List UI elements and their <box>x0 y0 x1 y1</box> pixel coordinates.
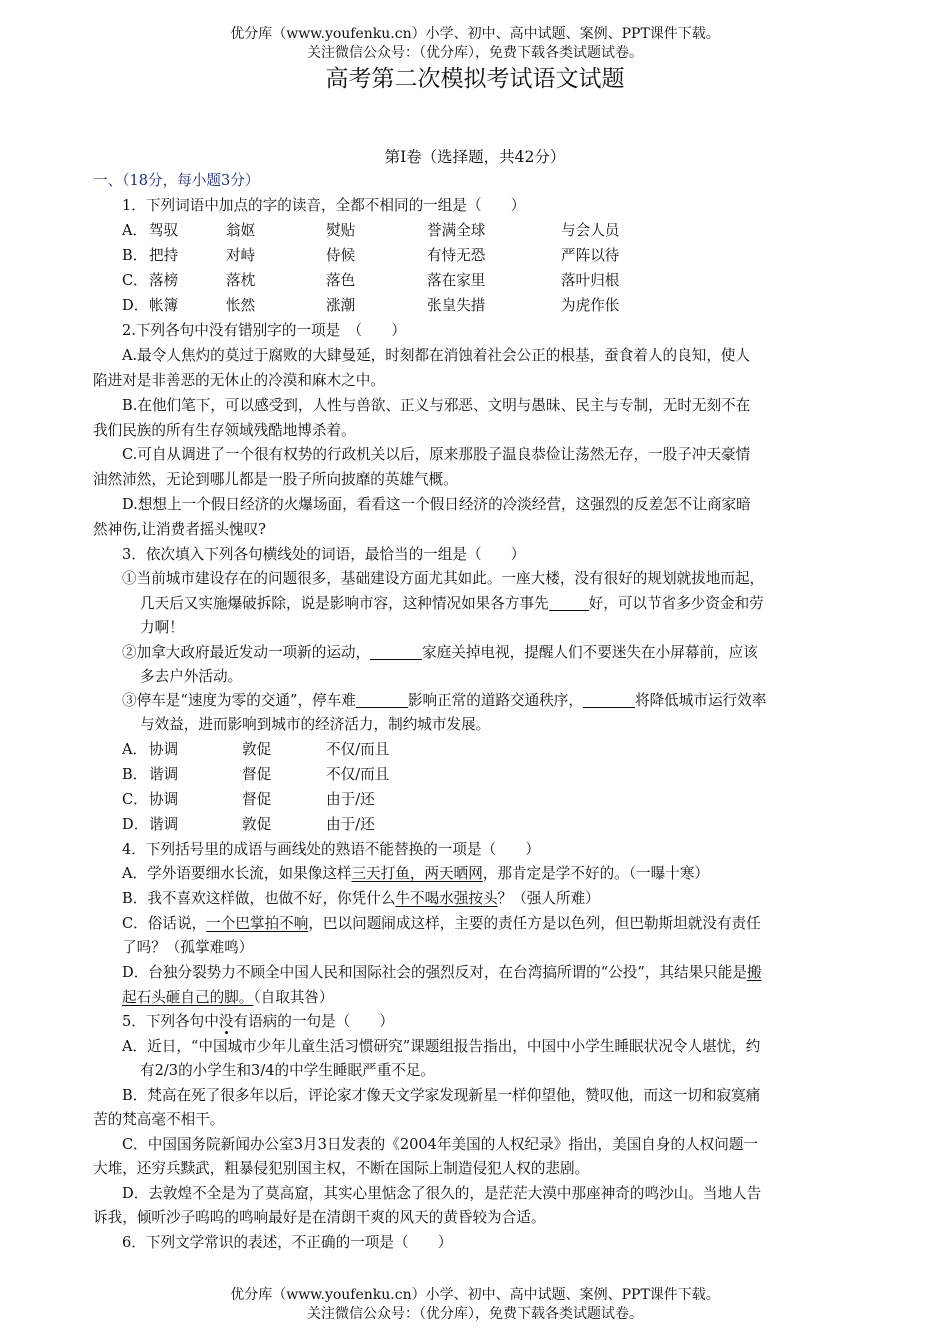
q1-option-b <box>0 245 950 267</box>
text: 5．下列各句中 <box>122 1013 219 1030</box>
text: A．学外语要细水长流，如果像这样 <box>122 865 352 882</box>
fill-blank <box>370 643 422 660</box>
underlined-idiom: 三天打鱼，两天晒网 <box>351 865 483 882</box>
q2-option-d-line2: 然神伤,让消费者摇头愧叹? <box>93 521 266 538</box>
q5-option-c-line1: C．中国国务院新闻办公室3月3日发表的《2004年美国的人权纪录》指出，美国自身的人权问题一 <box>122 1136 759 1153</box>
q5-option-b-line1: B．梵高在死了很多年以后，评论家才像天文学家发现新星一样仰望他，赞叹他，而这一切和寂寞痛 <box>122 1087 761 1104</box>
word-1: 把持 <box>149 247 179 264</box>
text: 几天后又实施爆破拆除，说是影响市容，这种情况如果各方事先 <box>140 595 549 612</box>
footer-line-2: 关注微信公众号：（优分库），免费下载各类试题试卷。 <box>307 1306 643 1322</box>
text: ，那肯定是学不好的。（一曝十寒） <box>482 865 710 882</box>
word-1: 驾驭 <box>149 222 179 239</box>
option-label: B． <box>122 247 148 264</box>
q4-option-a <box>122 863 709 885</box>
text: ②加拿大政府最近发动一项新的运动， <box>122 644 371 661</box>
text: 将降低城市运行效率 <box>634 692 767 709</box>
word-1: 谐调 <box>149 766 179 783</box>
option-label: D． <box>122 816 149 833</box>
word-2: 落枕 <box>226 272 256 289</box>
word-3: 不仅/而且 <box>326 741 390 758</box>
q4-option-d-line2 <box>122 987 334 1009</box>
q2-stem: 2.下列各句中没有错别字的一项是 （ ） <box>122 322 406 339</box>
word-5: 与会人员 <box>561 222 620 239</box>
word-3: 涨潮 <box>326 297 356 314</box>
option-label: C． <box>122 272 148 289</box>
q3-sentence-2-line1 <box>122 642 758 664</box>
fill-blank <box>583 691 635 708</box>
q4-option-c-line1 <box>122 913 761 935</box>
q1-option-d <box>0 295 950 317</box>
header-line-1: 优分库（www.youfenku.cn）小学、初中、高中试题、案例、PPT课件下载。 <box>230 26 720 42</box>
word-1: 帐簿 <box>149 297 179 314</box>
q1-option-a <box>0 220 950 242</box>
underlined-idiom: 牛不喝水强按头 <box>395 890 498 907</box>
text: ？（强人所难） <box>497 890 600 907</box>
q3-sentence-3-line2: 与效益，进而影响到城市的经济活力，制约城市发展。 <box>140 716 491 733</box>
q3-stem: 3．依次填入下列各句横线处的词语，最恰当的一组是（ ） <box>122 546 526 563</box>
word-4: 落在家里 <box>427 272 486 289</box>
dotted-character: 没 <box>218 1013 234 1030</box>
option-label: C． <box>122 791 148 808</box>
word-2: 怅然 <box>226 297 256 314</box>
text: 家庭关掉电视，提醒人们不要迷失在小屏幕前，应该 <box>422 644 758 661</box>
word-1: 协调 <box>149 791 179 808</box>
q3-option-b <box>0 764 950 786</box>
text: B．我不喜欢这样做，也做不好，你凭什么 <box>122 890 396 907</box>
word-3: 由于/还 <box>326 816 375 833</box>
option-label: A． <box>122 741 148 758</box>
q4-option-d-line1 <box>122 962 762 984</box>
q4-option-b <box>122 888 600 910</box>
q2-option-d-line1: D.想想上一个假日经济的火爆场面，看看这一个假日经济的冷淡经营，这强烈的反差怎不让商家暗 <box>122 496 751 513</box>
q3-sentence-1-line3: 力啊！ <box>140 619 184 636</box>
q2-option-b-line1: B.在他们笔下，可以感受到，人性与兽欲、正义与邪恶、文明与愚昧、民主与专制，无时无刻不在 <box>122 397 751 414</box>
option-label: D． <box>122 297 149 314</box>
word-2: 督促 <box>242 791 272 808</box>
q3-option-c <box>0 789 950 811</box>
q2-option-c-line2: 油然沛然，无论到哪儿都是一股子所向披靡的英雄气概。 <box>93 471 458 488</box>
text: C．俗话说， <box>122 915 207 932</box>
word-5: 落叶归根 <box>561 272 620 289</box>
underlined-idiom: 起石头砸自己的脚。 <box>122 989 254 1006</box>
option-label: A． <box>122 222 148 239</box>
word-4: 有恃无恐 <box>427 247 486 264</box>
text: D．台独分裂势力不顾全中国人民和国际社会的强烈反对，在台湾搞所谓的“公投”，其结果只能是 <box>122 964 747 981</box>
word-3: 不仅/而且 <box>326 766 390 783</box>
q3-option-d <box>0 814 950 836</box>
text: 有语病的一句是（ ） <box>233 1013 395 1030</box>
word-2: 督促 <box>242 766 272 783</box>
q5-option-c-line2: 大堆，还穷兵黩武，粗暴侵犯别国主权，不断在国际上制造侵犯人权的悲剧。 <box>93 1160 590 1177</box>
q3-option-a <box>0 739 950 761</box>
word-3: 熨贴 <box>326 222 356 239</box>
word-5: 为虎作伥 <box>561 297 620 314</box>
q3-sentence-2-line2: 多去户外活动。 <box>140 668 243 685</box>
word-1: 协调 <box>149 741 179 758</box>
word-2: 翁妪 <box>226 222 256 239</box>
fill-blank <box>549 594 589 611</box>
footer-line-1: 优分库（www.youfenku.cn）小学、初中、高中试题、案例、PPT课件下载。 <box>230 1287 720 1303</box>
word-2: 敦促 <box>242 741 272 758</box>
text: （自取其咎） <box>253 989 334 1006</box>
q5-option-a-line2: 有2/3的小学生和3/4的中学生睡眠严重不足。 <box>140 1062 436 1079</box>
q3-sentence-1-line1: ①当前城市建设存在的问题很多，基础建设方面尤其如此。一座大楼，没有很好的规划就拔地而起， <box>122 570 765 587</box>
text: ③停车是“速度为零的交通”，停车难 <box>122 692 356 709</box>
q2-option-b-line2: 我们民族的所有生存领域残酷地博杀着。 <box>93 422 356 439</box>
word-4: 誉满全球 <box>427 222 486 239</box>
q4-stem: 4．下列括号里的成语与画线处的熟语不能替换的一项是（ ） <box>122 841 540 858</box>
fill-blank <box>356 691 408 708</box>
q5-option-d-line1: D．去敦煌不全是为了莫高窟，其实心里惦念了很久的，是茫茫大漠中那座神奇的鸣沙山。当地人告 <box>122 1185 762 1202</box>
page-title: 高考第二次模拟考试语文试题 <box>325 66 625 92</box>
q5-option-a-line1: A．近日，“中国城市少年儿童生活习惯研究”课题组报告指出，中国中小学生睡眠状况令人堪忧，约 <box>122 1038 761 1055</box>
word-2: 敦促 <box>242 816 272 833</box>
option-label: B． <box>122 766 148 783</box>
section-heading: 一、（18分，每小题3分） <box>93 172 260 189</box>
word-3: 侍候 <box>326 247 356 264</box>
word-4: 张皇失措 <box>427 297 486 314</box>
q5-option-d-line2: 诉我，倾听沙子呜呜的鸣响最好是在清朗干爽的风天的黄昏较为合适。 <box>93 1209 546 1226</box>
underlined-idiom: 一个巴掌拍不响 <box>206 915 309 932</box>
q1-option-c <box>0 270 950 292</box>
header-line-2: 关注微信公众号：（优分库），免费下载各类试题试卷。 <box>307 45 643 61</box>
underlined-idiom: 搬 <box>746 964 762 981</box>
text: ，巴以问题闹成这样，主要的责任方是以色列，但巴勒斯坦就没有责任 <box>308 915 761 932</box>
q1-stem: 1．下列词语中加点的字的读音，全都不相同的一组是（ ） <box>122 197 526 214</box>
word-3: 由于/还 <box>326 791 375 808</box>
section-subtitle: 第Ⅰ卷（选择题，共42分） <box>384 148 566 166</box>
q2-option-a-line1: A.最令人焦灼的莫过于腐败的大肆曼延，时刻都在消蚀着社会公正的根基，蚕食着人的良知，使人 <box>122 347 751 364</box>
word-1: 谐调 <box>149 816 179 833</box>
q5-stem <box>122 1011 394 1033</box>
word-2: 对峙 <box>226 247 256 264</box>
q3-sentence-1-line2 <box>140 593 764 615</box>
q2-option-c-line1: C.可自从调进了一个很有权势的行政机关以后，原来那股子温良恭俭让荡然无存，一股子冲天豪情 <box>122 446 751 463</box>
q6-stem: 6．下列文学常识的表述，不正确的一项是（ ） <box>122 1234 453 1251</box>
word-5: 严阵以待 <box>561 247 620 264</box>
q4-option-c-line2: 了吗？（孤掌难鸣） <box>122 939 254 956</box>
q3-sentence-3-line1 <box>122 690 766 712</box>
text: 好，可以节省多少资金和劳 <box>588 595 764 612</box>
word-1: 落榜 <box>149 272 179 289</box>
q2-option-a-line2: 陷进对是非善恶的无休止的冷漠和麻木之中。 <box>93 372 385 389</box>
text: 影响正常的道路交通秩序， <box>407 692 583 709</box>
word-3: 落色 <box>326 272 356 289</box>
q5-option-b-line2: 苦的梵高毫不相干。 <box>93 1111 225 1128</box>
